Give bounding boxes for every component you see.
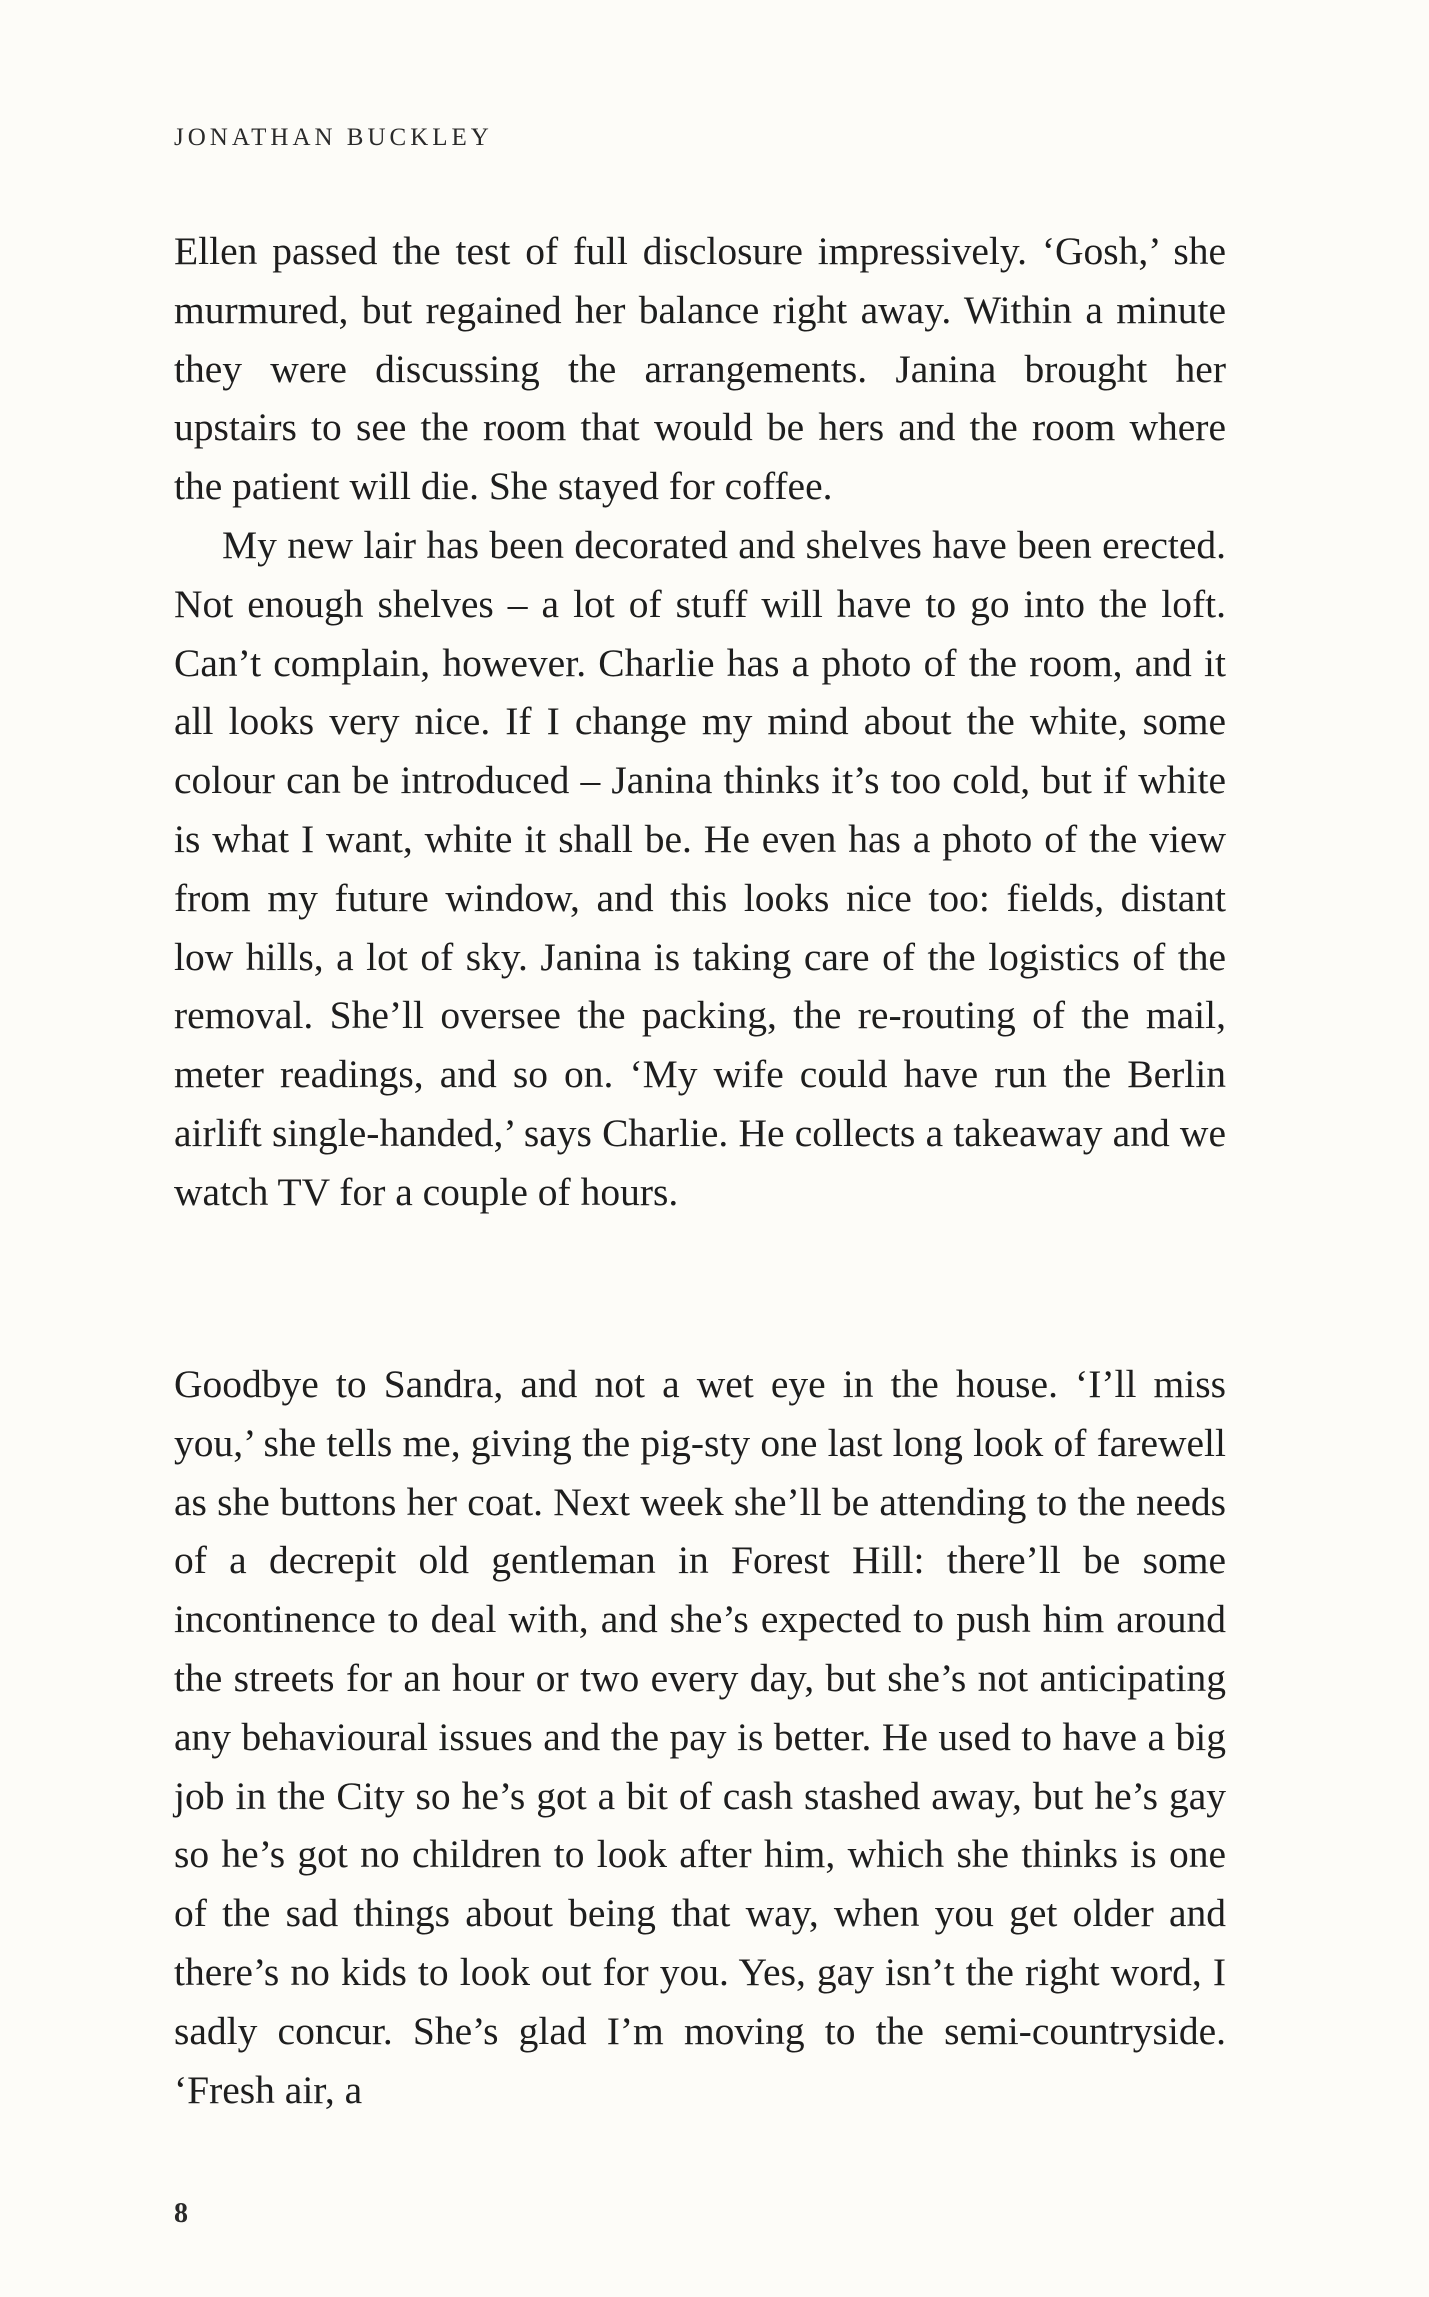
running-head: JONATHAN BUCKLEY bbox=[174, 124, 493, 151]
section-2 bbox=[174, 1355, 1226, 2119]
section-1 bbox=[174, 222, 1226, 1222]
paragraph: Goodbye to Sandra, and not a wet eye in the house. ‘I’ll miss you,’ she tells me, giving the pig-sty one last long look of farewell as she buttons her coat. Next week she’ll be attending to the needs of a decrepit old gentleman in Forest Hill: there’ll be some incontinence to deal with, and she’s expected to push him around the streets for an hour or two every day, but she’s not anticipating any behavioural issues and the pay is better. He used to have a big job in the City so he’s got a bit of cash stashed away, but he’s gay so he’s got no children to look after him, which she thinks is one of the sad things about being that way, when you get older and there’s no kids to look out for you. Yes, gay isn’t the right word, I sadly concur. She’s glad I’m moving to the semi-countryside. ‘Fresh air, a bbox=[174, 1362, 1226, 2112]
paragraph: My new lair has been decorated and shelves have been erected. Not enough shelves – a lot of stuff will have to go into the loft. Can’t complain, however. Charlie has a photo of the room, and it all looks very nice. If I change my mind about the white, some colour can be introduced – Janina thinks it’s too cold, but if white is what I want, white it shall be. He even has a photo of the view from my future window, and this looks nice too: fields, distant low hills, a lot of sky. Janina is taking care of the logistics of the removal. She’ll oversee the packing, the re-routing of the mail, meter readings, and so on. ‘My wife could have run the Berlin airlift single-handed,’ says Charlie. He collects a takeaway and we watch TV for a couple of hours. bbox=[174, 522, 1226, 1214]
paragraph: Ellen passed the test of full disclosure impressively. ‘Gosh,’ she murmured, but regained her balance right away. Within a minute they were discussing the arrangements. Janina brought her upstairs to see the room that would be hers and the room where the patient will die. She stayed for coffee. bbox=[174, 229, 1226, 509]
page-number: 8 bbox=[174, 2198, 188, 2229]
